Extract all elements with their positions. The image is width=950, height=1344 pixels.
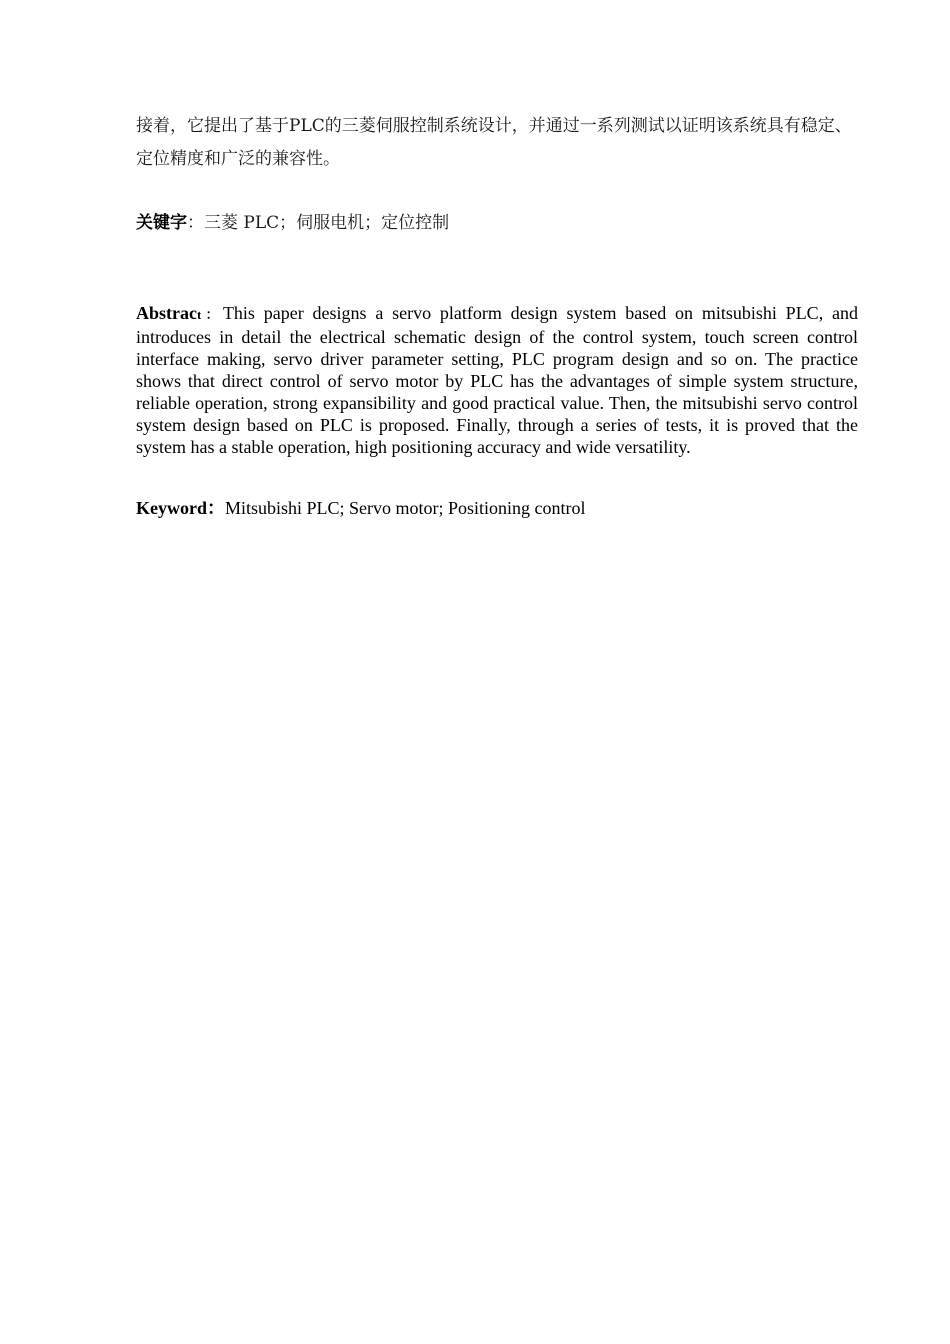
abstract-label-tail: t： xyxy=(197,307,223,322)
chinese-abstract-paragraph: 接着，它提出了基于PLC的三菱伺服控制系统设计，并通过一系列测试以证明该系统具有稳定、定位精度和广泛的兼容性。 xyxy=(136,116,852,169)
abstract-label: Abstrac xyxy=(136,303,197,323)
english-keywords-text: Mitsubishi PLC; Servo motor; Positioning control xyxy=(225,498,586,518)
abstract-text: This paper designs a servo platform design system based on mitsubishi PLC, and introduces in detail the electrical schematic design of the control system, touch screen control interface making, servo driver parameter setting, PLC program design and so on. The practice shows that direct control of servo motor by PLC has the advantages of simple system structure, reliable operation, strong expansibility and good practical value. Then, the mitsubishi servo control system design based on PLC is proposed. Finally, through a series of tests, it is proved that the system has a stable operation, high positioning accuracy and wide versatility. xyxy=(136,303,858,457)
english-keywords xyxy=(136,497,858,519)
chinese-keywords-label: 关键字 xyxy=(136,213,187,233)
english-keywords-label: Keyword： xyxy=(136,498,225,518)
chinese-keywords-text: 三菱 PLC；伺服电机；定位控制 xyxy=(204,213,450,233)
chinese-keywords xyxy=(136,207,858,240)
english-abstract xyxy=(136,302,858,458)
chinese-keywords-separator: ： xyxy=(187,213,204,233)
